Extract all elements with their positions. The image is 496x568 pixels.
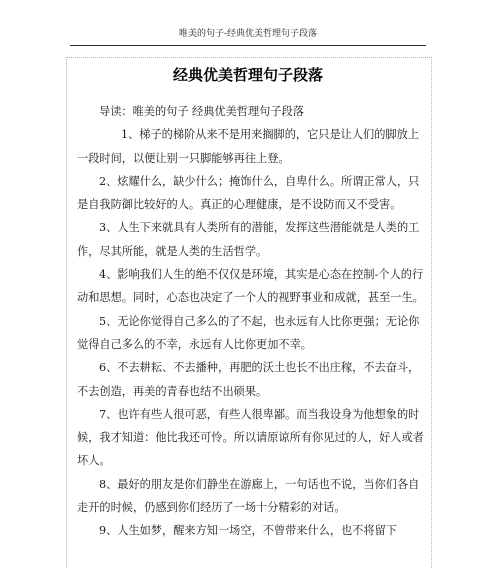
paragraph-2: 2、炫耀什么，缺少什么；掩饰什么，自卑什么。所谓正常人，只是自我防御比较好的人。真正的心理健康，是不设防而又不受害。: [77, 174, 420, 212]
paragraph-7: 7、也许有些人很可恶，有些人很卑鄙。而当我设身为他想象的时候，我才知道：他比我还可怜。所以请原谅所有你见过的人，好人或者坏人。: [77, 407, 424, 468]
header-divider: [70, 45, 426, 46]
intro-line: 导读：唯美的句子 经典优美哲理句子段落: [99, 105, 304, 118]
paragraph-8: 8、最好的朋友是你们静坐在游廊上，一句话也不说，当你们各自走开的时候，仍感到你们经历了一场十分精彩的对话。: [77, 477, 420, 515]
paragraph-4: 4、影响我们人生的绝不仅仅是环境，其实是心态在控制-个人的行动和思想。同时，心态也决定了一个人的视野事业和成就，甚至一生。: [77, 268, 424, 305]
page-header-text: 唯美的句子-经典优美哲理句子段落: [178, 29, 318, 39]
document-title: 经典优美哲理句子段落: [172, 66, 323, 84]
page-header: [0, 28, 496, 40]
document-body: [77, 100, 425, 543]
paragraph-6: 6、不去耕耘、不去播种，再肥的沃土也长不出庄稼，不去奋斗，不去创造，再美的青春也结不出硕果。: [77, 361, 420, 398]
paragraph-9: 9、人生如梦，醒来方知一场空，不曾带来什么，也不将留下: [99, 524, 397, 538]
paragraph-5: 5、无论你觉得自己多么的了不起，也永远有人比你更强；无论你觉得自己多么的不幸，永远有人比你更加不幸。: [77, 314, 420, 351]
paragraph-3: 3、人生下来就具有人类所有的潜能，发挥这些潜能就是人类的工作，尽其所能，就是人类的生活哲学。: [77, 221, 420, 258]
paragraph-1: 1、梯子的梯阶从来不是用来搁脚的，它只是让人们的脚放上一段时间，以便让别一只脚能够再往上登。: [77, 128, 419, 165]
